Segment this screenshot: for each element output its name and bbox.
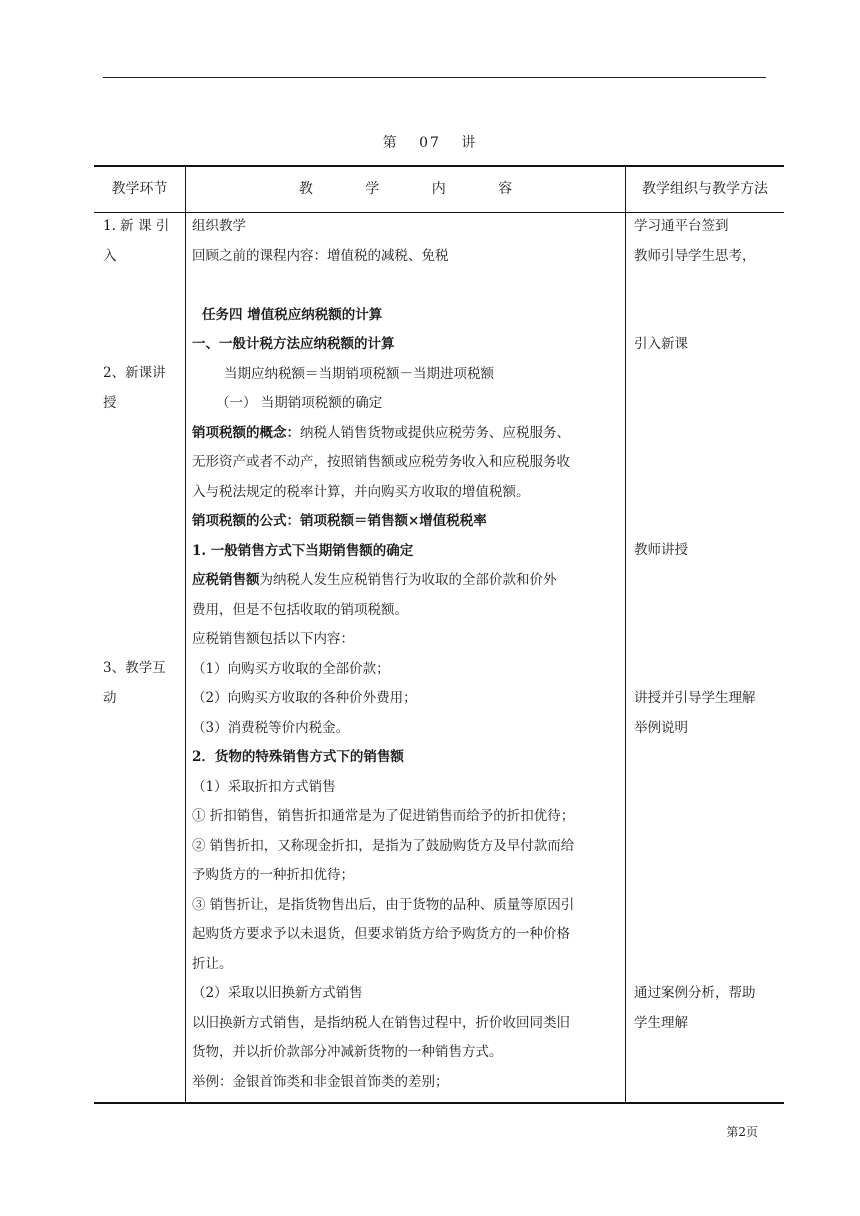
content-line: 予购货方的一种折扣优待； bbox=[192, 867, 354, 883]
content-line: 销项税额的概念：纳税人销售货物或提供应税劳务、应税服务、 bbox=[192, 424, 570, 441]
content-line: 货物，并以折价款部分冲减新货物的一种销售方式。 bbox=[192, 1044, 503, 1060]
lecture-title: 第 07 讲 bbox=[382, 135, 478, 151]
content-line: 销项税额的公式：销项税额＝销售额×增值税税率 bbox=[192, 513, 487, 529]
content-line: （2）采取以旧换新方式销售 bbox=[192, 985, 363, 1001]
section-heading: 2．货物的特殊销售方式下的销售额 bbox=[192, 749, 404, 765]
content-line: 起购货方要求予以未退货，但要求销货方给予购货方的一种价格 bbox=[192, 926, 570, 942]
list-item: （2）向购买方收取的各种价外费用； bbox=[192, 690, 417, 706]
content-line: 当期应纳税额＝当期销项税额－当期进项税额 bbox=[224, 365, 494, 382]
content-line: （一） 当期销项税额的确定 bbox=[216, 395, 383, 411]
section-heading: 1. 一般销售方式下当期销售额的确定 bbox=[192, 542, 414, 559]
stage-interact: 3、教学互 动 bbox=[103, 660, 166, 706]
content-line: 应税销售额为纳税人发生应税销售行为收取的全部价款和价外 bbox=[192, 572, 557, 588]
content-line: 费用，但是不包括收取的销项税额。 bbox=[192, 601, 408, 618]
stage-intro: 1. 新 课 引 入 bbox=[103, 218, 170, 264]
content-line: （1）采取折扣方式销售 bbox=[192, 778, 336, 795]
header-content: 教 学 内 容 bbox=[298, 181, 537, 197]
column-divider bbox=[625, 165, 626, 1104]
method-lecture: 教师讲授 bbox=[634, 542, 688, 558]
header-method: 教学组织与教学方法 bbox=[642, 181, 768, 197]
content-column bbox=[192, 212, 622, 1097]
content-line: 入与税法规定的税率计算，并向购买方收取的增值税额。 bbox=[192, 483, 530, 500]
method-intro: 学习通平台签到 教师引导学生思考， bbox=[634, 218, 756, 264]
content-line: 举例：金银首饰类和非金银首饰类的差别； bbox=[192, 1073, 449, 1090]
column-divider bbox=[185, 165, 186, 1104]
method-guide: 讲授并引导学生理解 举例说明 bbox=[634, 690, 756, 736]
content-line: 应税销售额包括以下内容： bbox=[192, 631, 354, 647]
header-rule bbox=[103, 77, 766, 78]
content-line: 组织教学 bbox=[192, 218, 246, 234]
content-line: 无形资产或者不动产，按照销售额或应税劳务收入和应税服务收 bbox=[192, 454, 570, 470]
section-heading: 一、一般计税方法应纳税额的计算 bbox=[192, 336, 395, 352]
list-item: （3）消费税等价内税金。 bbox=[192, 719, 350, 736]
content-line: 回顾之前的课程内容：增值税的减税、免税 bbox=[192, 247, 449, 264]
list-item: ③ 销售折让，是指货物售出后，由于货物的品种、质量等原因引 bbox=[192, 896, 575, 913]
content-line: 折让。 bbox=[192, 955, 233, 972]
content-line: 以旧换新方式销售，是指纳税人在销售过程中，折价收回同类旧 bbox=[192, 1014, 570, 1031]
page-number: 第2页 bbox=[726, 1125, 758, 1139]
section-heading: 任务四 增值税应纳税额的计算 bbox=[202, 306, 383, 323]
header-stage: 教学环节 bbox=[111, 181, 168, 197]
stage-teach: 2、新课讲 授 bbox=[103, 365, 166, 411]
list-item: ① 折扣销售，销售折扣通常是为了促进销售而给予的折扣优待； bbox=[192, 808, 575, 824]
list-item: （1）向购买方收取的全部价款； bbox=[192, 660, 390, 677]
list-item: ② 销售折扣，又称现金折扣，是指为了鼓励购货方及早付款而给 bbox=[192, 837, 575, 854]
method-case: 通过案例分析，帮助 学生理解 bbox=[634, 985, 756, 1031]
method-intro-new: 引入新课 bbox=[634, 336, 688, 352]
